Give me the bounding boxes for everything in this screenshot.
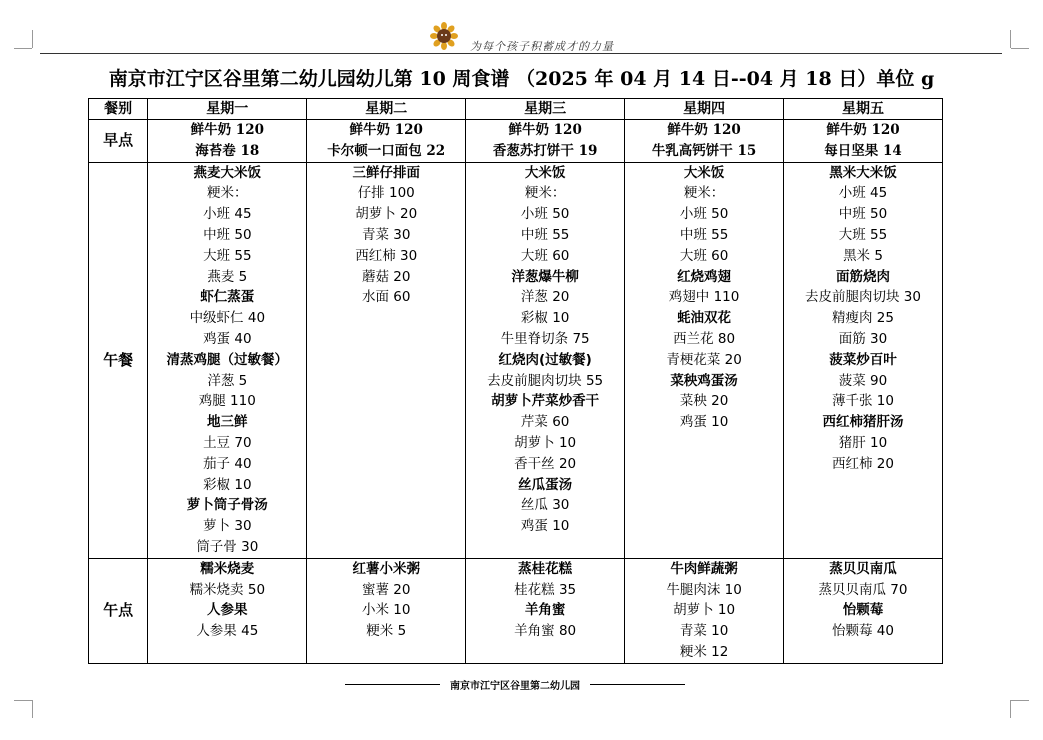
dish-name: 大米饭: [683, 164, 725, 181]
ingredient-line: 茄子 40: [203, 455, 252, 472]
ingredient-line: 大班 60: [520, 247, 570, 264]
dish-name: 海苔卷 18: [195, 142, 260, 159]
ingredient-line: 彩椒 10: [520, 310, 570, 327]
ingredient-line: 蜜薯 20: [361, 581, 411, 598]
dish-name: 鲜牛奶 120: [826, 122, 900, 138]
crop-mark: [14, 30, 33, 48]
header-rule: [40, 53, 1002, 54]
crop-mark: [14, 48, 32, 49]
dish-name: 清蒸鸡腿（过敏餐）: [166, 351, 289, 368]
dish-name: 燕麦大米饭: [193, 164, 262, 181]
ingredient-line: 糯米烧卖 50: [189, 581, 266, 598]
ingredient-line: 青菜 10: [679, 623, 729, 640]
ingredient-line: 鸡腿 110: [198, 393, 256, 410]
dish-name: 牛乳高钙饼干 15: [651, 142, 757, 159]
ingredient-line: 洋葱 5: [207, 372, 248, 389]
dish-name: 洋葱爆牛柳: [511, 268, 579, 285]
menu-cell: [625, 120, 784, 163]
meal-label: 午餐: [89, 162, 148, 558]
dish-name: 蚝油双花: [677, 310, 732, 327]
ingredient-line: 牛里脊切条 75: [500, 330, 590, 347]
ingredient-line: 中级虾仁 40: [189, 310, 266, 327]
ingredient-line: 去皮前腿肉切块 30: [805, 289, 921, 306]
day-header: 星期四: [625, 99, 784, 120]
ingredient-line: 洋葱 20: [520, 289, 570, 306]
dish-name: 香葱苏打饼干 19: [492, 142, 598, 159]
table-row: [89, 162, 943, 558]
ingredient-line: 粳米：: [207, 185, 248, 202]
ingredient-line: 筒子骨 30: [196, 538, 259, 555]
crop-mark: [14, 700, 32, 701]
ingredient-line: 牛腿肉沫 10: [666, 581, 742, 598]
dish-name: 鲜牛奶 120: [508, 122, 582, 138]
ingredient-line: 大班 55: [838, 226, 888, 243]
table-header-row: [89, 99, 943, 120]
ingredient-line: 小米 10: [361, 602, 411, 619]
dish-name: 蒸桂花糕: [518, 560, 573, 577]
menu-cell: [466, 120, 625, 163]
ingredient-line: 羊角蜜 80: [514, 623, 577, 640]
ingredient-line: 人参果 45: [196, 623, 259, 640]
crop-mark: [1011, 700, 1029, 701]
crop-mark: [1010, 30, 1029, 48]
dish-name: 虾仁蒸蛋: [200, 289, 255, 306]
ingredient-line: 小班 45: [838, 185, 888, 202]
menu-cell: [466, 162, 625, 558]
ingredient-line: 中班 55: [679, 226, 729, 243]
page-title: 南京市江宁区谷里第二幼儿园幼儿第 10 周食谱 （2025 年 04 月 14 日--04 月 18 日）单位 g: [108, 68, 935, 90]
ingredient-line: 黑米 5: [843, 247, 883, 264]
day-header: 星期三: [466, 99, 625, 120]
ingredient-line: 粳米 12: [679, 643, 729, 660]
dish-name: 丝瓜蛋汤: [518, 476, 573, 493]
ingredient-line: 彩椒 10: [203, 476, 252, 493]
footer: [345, 677, 685, 692]
ingredient-line: 萝卜 30: [203, 518, 252, 535]
ingredient-line: 胡萝卜 20: [355, 206, 418, 223]
ingredient-line: 芹菜 60: [520, 414, 570, 431]
ingredient-line: 鸡蛋 10: [520, 518, 570, 535]
ingredient-line: 鸡翅中 110: [668, 289, 740, 306]
ingredient-line: 西红柿 20: [832, 455, 894, 472]
ingredient-line: 小班 45: [203, 206, 252, 223]
ingredient-line: 大班 55: [203, 247, 252, 264]
dish-name: 红薯小米粥: [352, 560, 420, 577]
ingredient-line: 薄千张 10: [832, 393, 894, 410]
ingredient-line: 猪肝 10: [838, 434, 888, 451]
menu-cell: [148, 162, 307, 558]
ingredient-line: 去皮前腿肉切块 55: [487, 372, 604, 389]
ingredient-line: 精瘦肉 25: [832, 310, 894, 327]
day-header: 星期二: [307, 99, 466, 120]
menu-cell: [307, 120, 466, 163]
menu-cell: [307, 558, 466, 663]
dish-name: 红烧肉(过敏餐): [498, 351, 592, 368]
dish-name: 地三鲜: [207, 414, 248, 431]
day-header: 星期一: [148, 99, 307, 120]
ingredient-line: 燕麦 5: [207, 268, 248, 285]
footer-text: 南京市江宁区谷里第二幼儿园: [450, 681, 580, 692]
ingredient-line: 丝瓜 30: [520, 497, 570, 514]
dish-name: 怡颗莓: [842, 602, 884, 619]
dish-name: 牛肉鲜蔬粥: [670, 560, 738, 577]
table-row: [89, 558, 943, 663]
dish-name: 鲜牛奶 120: [190, 122, 264, 138]
ingredient-line: 水面 60: [361, 289, 411, 306]
ingredient-line: 仔排 100: [357, 185, 415, 202]
dish-name: 萝卜筒子骨汤: [186, 497, 268, 514]
ingredient-line: 青菜 30: [361, 226, 411, 243]
ingredient-line: 西兰花 80: [673, 330, 736, 347]
dish-name: 黑米大米饭: [829, 164, 897, 181]
sunflower-logo-icon: [430, 22, 458, 50]
dish-name: 大米饭: [524, 164, 566, 181]
dish-name: 三鲜仔排面: [352, 164, 420, 181]
ingredient-line: 菠菜 90: [838, 372, 888, 389]
menu-cell: [784, 120, 943, 163]
ingredient-line: 香干丝 20: [514, 455, 577, 472]
dish-name: 糯米烧麦: [200, 560, 255, 577]
dish-name: 羊角蜜: [524, 602, 566, 619]
dish-name: 蒸贝贝南瓜: [829, 560, 897, 577]
menu-cell: [148, 558, 307, 663]
slogan: 为每个孩子积蓄成才的力量: [470, 40, 614, 53]
dish-name: 菠菜炒百叶: [829, 351, 897, 368]
dish-name: 胡萝卜芹菜炒香干: [491, 393, 600, 410]
ingredient-line: 土豆 70: [203, 434, 252, 451]
ingredient-line: 青梗花菜 20: [666, 351, 742, 368]
ingredient-line: 胡萝卜 10: [673, 602, 736, 619]
menu-cell: [784, 558, 943, 663]
dish-name: 西红柿猪肝汤: [822, 414, 904, 431]
ingredient-line: 粳米：: [683, 185, 725, 202]
ingredient-line: 蘑菇 20: [361, 268, 411, 285]
ingredient-line: 面筋 30: [838, 330, 888, 347]
crop-mark: [1010, 700, 1029, 718]
menu-cell: [625, 558, 784, 663]
ingredient-line: 怡颗莓 40: [832, 623, 894, 640]
day-header: 星期五: [784, 99, 943, 120]
menu-cell: [148, 120, 307, 163]
ingredient-line: 蒸贝贝南瓜 70: [818, 581, 908, 598]
ingredient-line: 粳米：: [524, 185, 566, 202]
meal-label: 早点: [89, 120, 148, 163]
dish-name: 红烧鸡翅: [677, 268, 732, 285]
ingredient-line: 中班 50: [838, 206, 888, 223]
ingredient-line: 鸡蛋 40: [203, 330, 252, 347]
dish-name: 鲜牛奶 120: [349, 122, 423, 138]
dish-name: 卡尔顿一口面包 22: [327, 142, 446, 159]
menu-cell: [784, 162, 943, 558]
ingredient-line: 胡萝卜 10: [514, 434, 577, 451]
dish-name: 菜秧鸡蛋汤: [670, 372, 738, 389]
ingredient-line: 小班 50: [520, 206, 570, 223]
crop-mark: [1011, 48, 1029, 49]
ingredient-line: 菜秧 20: [679, 393, 729, 410]
ingredient-line: 桂花糕 35: [514, 581, 577, 598]
meal-label: 午点: [89, 558, 148, 663]
crop-mark: [14, 700, 33, 718]
ingredient-line: 粳米 5: [366, 623, 407, 640]
footer-rule: [590, 684, 685, 685]
menu-cell: [466, 558, 625, 663]
footer-rule: [345, 684, 440, 685]
menu-cell: [625, 162, 784, 558]
dish-name: 每日坚果 14: [824, 142, 902, 159]
table-row: [89, 120, 943, 163]
ingredient-line: 小班 50: [679, 206, 729, 223]
corner-header: 餐别: [89, 99, 148, 120]
ingredient-line: 西红柿 30: [355, 247, 418, 264]
ingredient-line: 中班 50: [203, 226, 252, 243]
ingredient-line: 大班 60: [679, 247, 729, 264]
ingredient-line: 中班 55: [520, 226, 570, 243]
dish-name: 人参果: [207, 602, 248, 619]
ingredient-line: 鸡蛋 10: [679, 414, 729, 431]
menu-cell: [307, 162, 466, 558]
dish-name: 鲜牛奶 120: [667, 122, 741, 138]
menu-table: [88, 98, 943, 664]
dish-name: 面筋烧肉: [836, 268, 891, 285]
